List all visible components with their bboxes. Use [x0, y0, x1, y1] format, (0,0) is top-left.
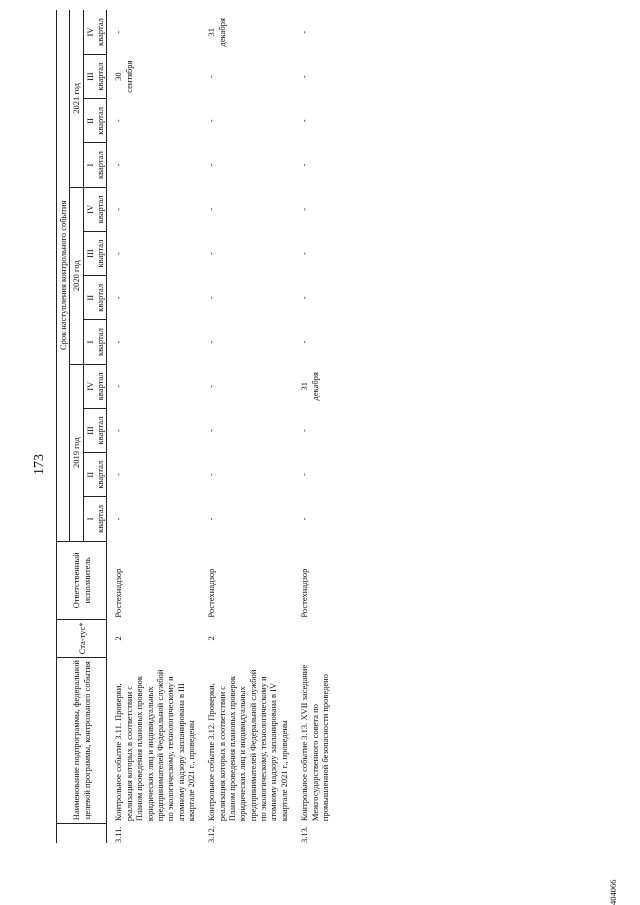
- quarter-cell: -: [299, 296, 310, 300]
- header-number-cell: [57, 823, 107, 843]
- quarter-cell: -: [206, 296, 217, 300]
- row-number: 3.13.: [299, 826, 310, 843]
- header-quarter: I квартал: [83, 143, 107, 187]
- header-quarter: III квартал: [83, 408, 107, 452]
- header-executor: Ответственный исполнитель: [57, 541, 107, 620]
- quarter-cell: -: [113, 163, 124, 167]
- header-status: Ста-тус*: [57, 620, 107, 658]
- quarter-cell: 31 декабря: [206, 18, 227, 47]
- header-quarter: IV квартал: [83, 10, 107, 55]
- header-quarter: II квартал: [83, 276, 107, 320]
- row-name: Контрольное событие 3.12. Проверки, реализация которых в соответствии с Планом проведения плановых проверок юридических лиц и индивидуальных предпринимателей Федеральной службой по экологическому, технологическому и атомному надзору запланирована в IV квартале 2021 г., проведены: [206, 669, 289, 822]
- header-year: 2021 год: [70, 10, 83, 187]
- row-number: 3.12.: [206, 826, 217, 843]
- quarter-cell: -: [299, 207, 310, 211]
- quarter-cell: -: [113, 296, 124, 300]
- header-deadline: Срок наступления контрольного события: [57, 10, 70, 541]
- quarter-cell: -: [299, 119, 310, 123]
- quarter-cell: -: [299, 429, 310, 432]
- header-year: 2020 год: [70, 187, 83, 364]
- header-quarter: I квартал: [83, 320, 107, 364]
- document-code: 404066: [608, 879, 618, 905]
- quarter-cell: -: [206, 252, 217, 255]
- row-name: Контрольное событие 3.13. XVII заседание Межгосударственного совета по промышленной безопасности проведено: [299, 664, 330, 822]
- header-quarter: I квартал: [83, 497, 107, 541]
- table-row: [107, 10, 200, 843]
- table-row: [200, 10, 293, 843]
- quarter-cell: -: [113, 119, 124, 123]
- table-row: [293, 10, 334, 843]
- row-executor: Ростехнадзор: [113, 568, 124, 618]
- row-status: [293, 620, 334, 658]
- quarter-cell: -: [113, 252, 124, 255]
- header-quarter: II квартал: [83, 99, 107, 143]
- row-executor: Ростехнадзор: [206, 568, 217, 618]
- quarter-cell: -: [206, 340, 217, 344]
- quarter-cell: -: [113, 384, 124, 388]
- header-quarter: IV квартал: [83, 364, 107, 408]
- row-number: 3.11.: [113, 826, 124, 843]
- quarter-cell: -: [113, 517, 124, 521]
- header-quarter: IV квартал: [83, 187, 107, 231]
- row-name: Контрольное событие 3.11. Проверки, реализация которых в соответствии с Планом проведения плановых проверок юридических лиц и индивидуальных предпринимателей Федеральной службой по экологическому, технологическому и атомному надзору запланирована в III квартале 2021 г., проведены: [113, 669, 196, 822]
- page-number: 173: [32, 454, 47, 475]
- row-status: 2: [206, 636, 217, 641]
- quarter-cell: -: [206, 119, 217, 123]
- quarter-cell: -: [206, 429, 217, 432]
- quarter-cell: 30 сентября: [113, 60, 134, 93]
- quarter-cell: -: [113, 340, 124, 344]
- quarter-cell: -: [206, 75, 217, 79]
- row-status: 2: [113, 636, 124, 641]
- quarter-cell: -: [206, 207, 217, 211]
- quarter-cell: -: [299, 75, 310, 79]
- quarter-cell: -: [113, 429, 124, 432]
- header-name: Наименование подпрограммы, федеральной целевой программы, контрольного события: [57, 657, 107, 823]
- header-quarter: III квартал: [83, 55, 107, 99]
- quarter-cell: -: [113, 207, 124, 211]
- quarter-cell: -: [206, 163, 217, 167]
- quarter-cell: -: [113, 473, 124, 477]
- quarter-cell: -: [299, 30, 310, 34]
- table-body: [107, 10, 334, 843]
- quarter-cell: 31 декабря: [299, 372, 320, 401]
- header-quarter: II квартал: [83, 453, 107, 497]
- header-quarter: III квартал: [83, 231, 107, 275]
- row-executor: Ростехнадзор: [299, 568, 310, 618]
- quarter-cell: -: [299, 473, 310, 477]
- quarter-cell: -: [299, 340, 310, 344]
- quarter-cell: -: [206, 473, 217, 477]
- quarter-cell: -: [206, 384, 217, 388]
- quarter-cell: -: [299, 252, 310, 255]
- control-events-table: [56, 10, 334, 843]
- header-year: 2019 год: [70, 364, 83, 541]
- quarter-cell: -: [299, 517, 310, 521]
- quarter-cell: -: [206, 517, 217, 521]
- quarter-cell: -: [299, 163, 310, 167]
- quarter-cell: -: [113, 30, 124, 34]
